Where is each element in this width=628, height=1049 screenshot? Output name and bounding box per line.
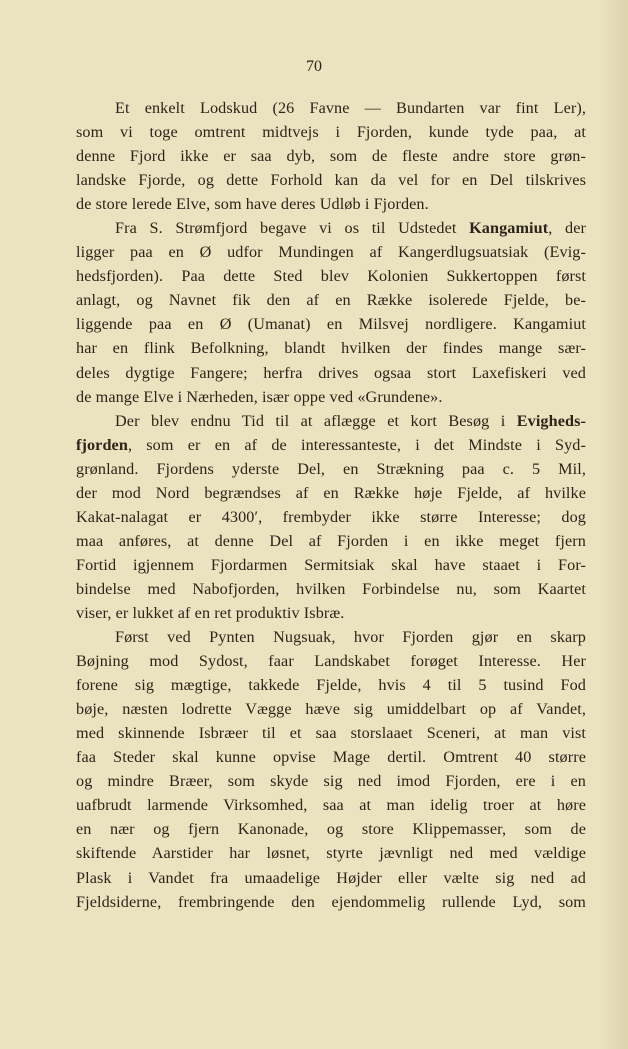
text-segment: en nær og fjern Kanonade, og store Klippemasser, som de bbox=[76, 820, 586, 839]
text-segment: viser, er lukket af en ret produktiv Isbræ. bbox=[76, 603, 345, 622]
text-line bbox=[76, 288, 586, 312]
text-line bbox=[76, 817, 586, 841]
text-line bbox=[76, 433, 586, 457]
text-segment: liggende paa en Ø (Umanat) en Milsvej nordligere. Kangamiut bbox=[76, 315, 586, 334]
text-segment: Kakat-nalagat er 4300′, frembyder ikke større Interesse; dog bbox=[76, 507, 586, 526]
text-segment: denne Fjord ikke er saa dyb, som de fleste andre store grøn- bbox=[76, 147, 586, 166]
text-line bbox=[76, 312, 586, 336]
page-edge-shading bbox=[598, 0, 628, 1049]
body-text bbox=[76, 96, 586, 914]
text-line bbox=[76, 385, 586, 409]
text-line bbox=[76, 601, 586, 625]
text-line bbox=[76, 649, 586, 673]
text-segment: Fortid igjennem Fjordarmen Sermitsiak skal have staaet i For- bbox=[76, 555, 586, 574]
text-line bbox=[76, 168, 586, 192]
text-segment: maa anføres, at denne Del af Fjorden i en ikke meget fjern bbox=[76, 531, 586, 550]
text-line bbox=[76, 505, 586, 529]
text-line bbox=[76, 625, 586, 649]
text-segment: har en flink Befolkning, blandt hvilken der findes mange sær- bbox=[76, 339, 586, 358]
text-segment: deles dygtige Fangere; herfra drives ogsaa stort Laxefiskeri ved bbox=[76, 363, 586, 382]
paragraph bbox=[76, 216, 586, 408]
text-line bbox=[76, 216, 586, 240]
text-line bbox=[76, 841, 586, 865]
text-line bbox=[76, 866, 586, 890]
bold-place-name: Kangamiut bbox=[469, 219, 549, 238]
paragraph bbox=[76, 625, 586, 914]
text-line bbox=[76, 890, 586, 914]
text-segment: de mange Elve i Nærheden, især oppe ved «Grundene». bbox=[76, 387, 443, 406]
text-line bbox=[76, 120, 586, 144]
text-segment: uafbrudt larmende Virksomhed, saa at man idelig troer at høre bbox=[76, 796, 586, 815]
bold-place-name: fjorden bbox=[76, 435, 128, 454]
text-segment: bøje, næsten lodrette Vægge hæve sig umiddelbart op af Vandet, bbox=[76, 700, 586, 719]
bold-place-name: Evigheds- bbox=[516, 411, 586, 430]
text-segment: grønland. Fjordens yderste Del, en Strækning paa c. 5 Mil, bbox=[76, 459, 586, 478]
text-line bbox=[76, 144, 586, 168]
text-segment: , som er en af de interessanteste, i det Mindste i Syd- bbox=[127, 435, 586, 454]
text-line bbox=[76, 529, 586, 553]
text-line bbox=[76, 673, 586, 697]
text-segment: faa Steder skal kunne opvise Mage dertil. Omtrent 40 større bbox=[76, 748, 586, 767]
text-line bbox=[76, 769, 586, 793]
text-segment: med skinnende Isbræer til et saa storslaaet Sceneri, at man vist bbox=[76, 724, 586, 743]
text-line bbox=[76, 192, 586, 216]
text-segment: og mindre Bræer, som skyde sig ned imod Fjorden, ere i en bbox=[76, 772, 586, 791]
text-line bbox=[76, 96, 586, 120]
text-segment: bindelse med Nabofjorden, hvilken Forbindelse nu, som Kaartet bbox=[76, 579, 586, 598]
text-segment: som vi toge omtrent midtvejs i Fjorden, kunde tyde paa, at bbox=[76, 123, 586, 142]
page-number: 70 bbox=[306, 58, 322, 75]
text-segment: Bøjning mod Sydost, faar Landskabet forøget Interesse. Her bbox=[76, 652, 586, 671]
text-segment: anlagt, og Navnet fik den af en Række isolerede Fjelde, be- bbox=[76, 291, 586, 310]
text-line bbox=[76, 240, 586, 264]
text-segment: Først ved Pynten Nugsuak, hvor Fjorden gjør en skarp bbox=[115, 628, 586, 647]
text-segment: , der bbox=[548, 219, 586, 238]
text-segment: de store lerede Elve, som have deres Udløb i Fjorden. bbox=[76, 195, 429, 214]
text-line bbox=[76, 577, 586, 601]
paragraph bbox=[76, 96, 586, 216]
text-segment: Plask i Vandet fra umaadelige Højder eller vælte sig ned ad bbox=[76, 868, 586, 887]
text-segment: Fra S. Strømfjord begave vi os til Udstedet bbox=[115, 219, 470, 238]
text-line bbox=[76, 793, 586, 817]
text-segment: forene sig mægtige, takkede Fjelde, hvis 4 til 5 tusind Fod bbox=[76, 676, 586, 695]
text-line bbox=[76, 264, 586, 288]
text-line bbox=[76, 745, 586, 769]
text-line bbox=[76, 457, 586, 481]
text-segment: hedsfjorden). Paa dette Sted blev Kolonien Sukkertoppen først bbox=[76, 267, 586, 286]
text-segment: Fjeldsiderne, frembringende den ejendommelig rullende Lyd, som bbox=[76, 892, 586, 911]
text-segment: ligger paa en Ø udfor Mundingen af Kangerdlugsuatsiak (Evig- bbox=[76, 243, 586, 262]
paragraph bbox=[76, 409, 586, 625]
text-line bbox=[76, 361, 586, 385]
text-line bbox=[76, 721, 586, 745]
text-segment: der mod Nord begrændses af en Række høje Fjelde, af hvilke bbox=[76, 483, 586, 502]
text-segment: skiftende Aarstider har løsnet, styrte jævnligt ned med vældige bbox=[76, 844, 586, 863]
text-segment: Et enkelt Lodskud (26 Favne — Bundarten var fint Ler), bbox=[115, 99, 586, 117]
text-line bbox=[76, 697, 586, 721]
text-segment: Der blev endnu Tid til at aflægge et kort Besøg i bbox=[115, 411, 517, 430]
text-segment: landske Fjorde, og dette Forhold kan da vel for en Del tilskrives bbox=[76, 171, 586, 190]
text-line bbox=[76, 336, 586, 360]
text-line bbox=[76, 409, 586, 433]
text-line bbox=[76, 481, 586, 505]
text-line bbox=[76, 553, 586, 577]
